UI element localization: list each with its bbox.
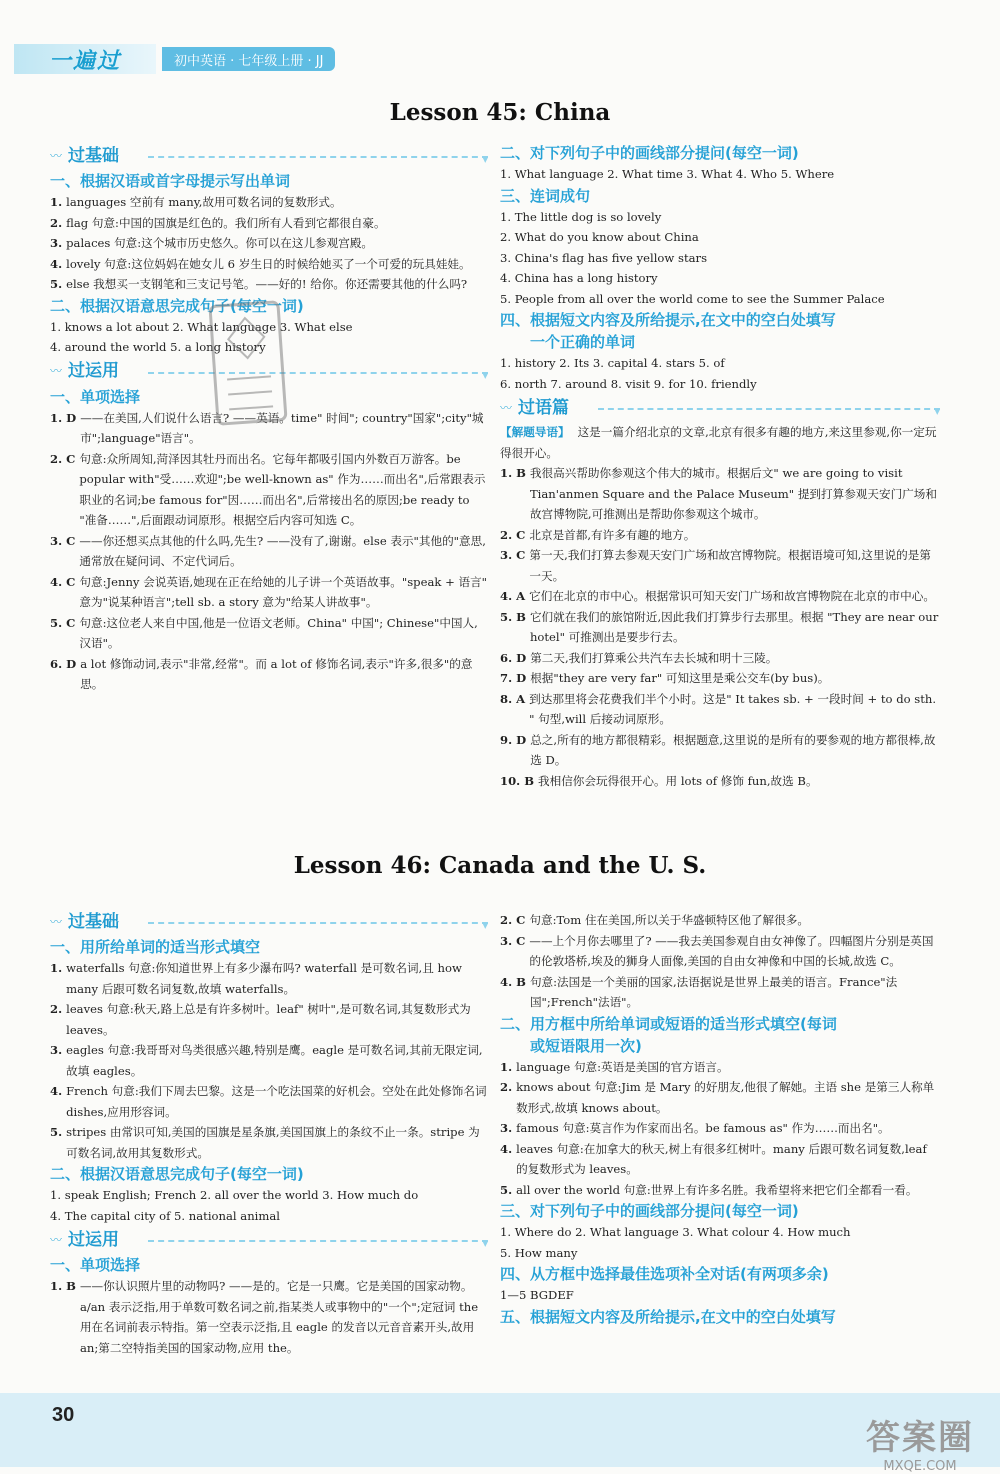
answer-item: 5. C 句意:这位老人来自中国,他是一位语文老师。China" 中国"; Chinese"中国人,汉语"。	[50, 615, 478, 650]
answer-line: 4. around the world 5. a long history	[50, 340, 266, 354]
answer-item: 3. C 第一天,我们打算去参观天安门广场和故宫博物院。根据语境可知,这里说的是第一天。	[500, 548, 931, 583]
part-heading: 二、用方框中所给单词或短语的适当形式填空(每词	[500, 1014, 837, 1033]
chevron-down-icon: ▾	[482, 368, 488, 382]
part-heading: 三、对下列句子中的画线部分提问(每空一词)	[500, 1202, 799, 1220]
lesson45-right-column	[500, 142, 940, 791]
watermark	[866, 1410, 974, 1474]
section-passage	[500, 394, 940, 422]
section-title: 过运用	[68, 1229, 120, 1250]
lesson45-title: Lesson 45: China	[389, 99, 611, 126]
answer-item: 1. waterfalls 句意:你知道世界上有多少瀑布吗? waterfall 是可数名词,且 how many 后跟可数名词复数,故填 waterfalls。	[50, 961, 462, 996]
answer-line: 1. speak English; French 2. all over the world 3. How much do	[50, 1188, 419, 1202]
section-title: 过运用	[68, 361, 120, 382]
part-heading: 四、根据短文内容及所给提示,在文中的空白处填写	[500, 311, 836, 329]
section-title: 过基础	[68, 911, 120, 932]
part-heading: 二、对下列句子中的画线部分提问(每空一词)	[500, 144, 799, 162]
answer-line: 1—5 BGDEF	[500, 1288, 574, 1302]
part-heading: 一、用所给单词的适当形式填空	[50, 938, 261, 956]
part-heading: 一、根据汉语或首字母提示写出单词	[50, 172, 291, 190]
part-heading: 二、根据汉语意思完成句子(每空一词)	[50, 1165, 304, 1183]
answer-item: 4. C 句意:Jenny 会说英语,她现在正在给她的儿子讲一个英语故事。"speak + 语言" 意为"说某种语言";tell sb. a story 意为"给某人讲故事"。	[50, 574, 488, 609]
guide-paragraph	[500, 422, 940, 463]
part-heading: 一、单项选择	[50, 387, 141, 406]
answer-line: 1. What language 2. What time 3. What 4. Who 5. Where	[500, 167, 835, 181]
answer-item: 5. stripes 由常识可知,美国的国旗是星条旗,美国国旗上的条纹不止一条。stripe 为可数名词,故用其复数形式。	[50, 1125, 480, 1160]
answer-item: 6. D 第二天,我们打算乘公共汽车去长城和明十三陵。	[500, 650, 778, 665]
answer-item: 4. leaves 句意:在加拿大的秋天,树上有很多红树叶。many 后跟可数名词复数,leaf 的复数形式为 leaves。	[500, 1141, 927, 1176]
answer-item: 3. palaces 句意:这个城市历史悠久。你可以在这儿参观宫殿。	[50, 236, 374, 250]
answer-item: 5. all over the world 句意:世界上有许多名胜。我希望将来把它们全都看一看。	[500, 1182, 918, 1197]
answer-item: 3. eagles 句意:我哥哥对鸟类很感兴趣,特别是鹰。eagle 是可数名词,其前无限定词,故填 eagles。	[50, 1043, 483, 1078]
answer-line: 5. How many	[500, 1245, 578, 1260]
answer-line: 1. Where do 2. What language 3. What colour 4. How much	[500, 1225, 851, 1239]
answer-item: 4. A 它们在北京的市中心。根据常识可知天安门广场和故宫博物院在北京的市中心。	[500, 589, 935, 603]
answer-item: 3. famous 句意:莫言作为作家而出名。be famous as" 作为……而出名"。	[500, 1121, 890, 1135]
answer-item: 4. B 句意:法国是一个美丽的国家,法语据说是世界上最美的语言。France"法国";French"法语"。	[500, 974, 898, 1009]
wave-icon: 〰	[50, 914, 63, 929]
part-heading-cont: 或短语限用一次)	[530, 1036, 642, 1055]
chevron-down-icon: ▾	[482, 1237, 488, 1250]
part-heading: 四、从方框中选择最佳选项补全对话(有两项多余)	[500, 1265, 829, 1283]
answer-item: 4. French 句意:我们下周去巴黎。这是一个吃法国菜的好机会。空处在此处修饰名词 dishes,应用形容词。	[50, 1084, 487, 1119]
section-apply	[50, 1226, 488, 1254]
answer-item: 2. C 北京是首都,有许多有趣的地方。	[500, 527, 696, 542]
part-heading-cont: 一个正确的单词	[530, 333, 636, 351]
answer-line: 1. The little dog is so lovely	[500, 209, 662, 224]
answer-item: 2. C 句意:众所周知,菏泽因其牡丹而出名。它每年都吸引国内外数百万游客。be popular with"受……欢迎";be well-known as" 作为……而出名",后常跟表示职业的名词;be famous for"因……而出名",后常接出名的原因;be ready to "准备……",后面跟动词原形。根据空后内容可知选 C。	[50, 451, 486, 527]
lesson46-right-column	[500, 910, 940, 1328]
answer-item: 7. D 根据"they are very far" 可知这里是乘公交车(by bus)。	[500, 671, 830, 685]
answer-item: 1. language 句意:英语是美国的官方语言。	[500, 1059, 729, 1074]
wave-icon: 〰	[50, 148, 63, 163]
page-number: 30	[52, 1404, 75, 1426]
answer-item: 2. leaves 句意:秋天,路上总是有许多树叶。leaf" 树叶",是可数名词,其复数形式为 leaves。	[50, 1002, 471, 1037]
section-basics	[50, 908, 488, 936]
answer-item: 10. B 我相信你会玩得很开心。用 lots of 修饰 fun,故选 B。	[500, 773, 818, 788]
lesson46-title: Lesson 46: Canada and the U. S.	[293, 852, 707, 879]
answer-item: 9. D 总之,所有的地方都很精彩。根据题意,这里说的是所有的要参观的地方都很棒,故选 D。	[500, 732, 936, 767]
answer-line: 5. People from all over the world come to see the Summer Palace	[500, 291, 885, 306]
answer-item: 1. B 我很高兴帮助你参观这个伟大的城市。根据后文" we are going to visit Tian'anmen Square and the Palace Museum" 提到打算参观天安门广场和故宫博物院,可推测出是帮助你参观这个城市。	[500, 466, 937, 521]
footer-bar	[0, 1393, 1000, 1467]
part-heading: 五、根据短文内容及所给提示,在文中的空白处填写	[500, 1307, 836, 1326]
section-title: 过语篇	[518, 397, 570, 418]
guide-text: 这是一篇介绍北京的文章,北京有很多有趣的地方,来这里参观,你一定玩得很开心。	[500, 425, 937, 460]
part-heading: 一、单项选择	[50, 1256, 141, 1274]
answer-line: 3. China's flag has five yellow stars	[500, 250, 708, 265]
answer-item: 5. else 我想买一支钢笔和三支记号笔。——好的! 给你。你还需要其他的什么吗?	[50, 277, 468, 291]
wave-icon: 〰	[50, 364, 63, 379]
answer-item: 6. D a lot 修饰动词,表示"非常,经常"。而 a lot of 修饰名词,表示"许多,很多"的意思。	[50, 656, 473, 691]
answer-item: 1. D ——在美国,人们说什么语言? ——英语。time" 时间"; country"国家";city"城市";language"语言"。	[50, 410, 484, 445]
answer-item: 4. lovely 句意:这位妈妈在她女儿 6 岁生日的时候给她买了一个可爱的玩具娃娃。	[50, 256, 471, 271]
answer-item: 1. B ——你认识照片里的动物吗? ——是的。它是一只鹰。它是美国的国家动物。a/an 表示泛指,用于单数可数名词之前,指某类人或事物中的"一个";定冠词 the 用在名词前表示特指。第一空表示泛指,且 eagle 的发音以元音音素开头,故用 an;第二空特指美国的国家动物,应用 the。	[50, 1279, 479, 1355]
answer-line: 6. north 7. around 8. visit 9. for 10. friendly	[500, 376, 757, 391]
part-heading: 二、根据汉语意思完成句子(每空一词)	[50, 296, 304, 315]
answer-item: 3. C ——上个月你去哪里了? ——我去美国参观自由女神像了。四幅图片分别是英国的伦敦塔桥,埃及的狮身人面像,美国的自由女神像和中国的长城,故选 C。	[500, 933, 934, 968]
answer-line: 1. knows a lot about 2. What language 3. What else	[50, 319, 353, 334]
chevron-down-icon: ▾	[482, 153, 488, 166]
answer-item: 8. A 到达那里将会花费我们半个小时。这是" It takes sb. + 一段时间 + to do sth. " 句型,will 后接动词原形。	[500, 691, 937, 726]
page-header	[14, 44, 335, 74]
answer-line: 2. What do you know about China	[500, 230, 699, 244]
answer-line: 4. The capital city of 5. national animal	[50, 1208, 280, 1223]
guide-tag: 【解题导语】	[500, 425, 570, 439]
answer-line: 4. China has a long history	[500, 271, 658, 285]
section-title: 过基础	[68, 145, 120, 166]
part-heading: 三、连词成句	[500, 186, 591, 205]
wave-icon: 〰	[50, 1232, 63, 1247]
answer-item: 2. flag 句意:中国的国旗是红色的。我们所有人看到它都很自豪。	[50, 215, 386, 230]
answer-item: 3. C ——你还想买点其他的什么吗,先生? ——没有了,谢谢。else 表示"其他的"意思,通常放在疑问词、不定代词后。	[50, 533, 486, 568]
answer-item: 2. knows about 句意:Jim 是 Mary 的好朋友,他很了解她。主语 she 是第三人称单数形式,故填 knows about。	[500, 1080, 935, 1115]
answer-item: 5. B 它们就在我们的旅馆附近,因此我们打算步行去那里。根据 "They are near our hotel" 可推测出是要步行去。	[500, 609, 939, 644]
chevron-down-icon: ▾	[934, 405, 940, 418]
brand-logo: 一遍过	[14, 44, 156, 74]
wave-icon: 〰	[500, 400, 513, 415]
watermark-logo: 答案圈	[866, 1418, 974, 1458]
homework-stamp-icon	[204, 295, 293, 430]
answer-item: 1. languages 空前有 many,故用可数名词的复数形式。	[50, 195, 342, 209]
watermark-url: MXQE.COM	[883, 1459, 957, 1474]
lesson46-left-column	[50, 908, 488, 1358]
chevron-down-icon: ▾	[482, 919, 488, 932]
answer-item: 2. C 句意:Tom 住在美国,所以关于华盛顿特区他了解很多。	[500, 913, 809, 927]
section-basics	[50, 142, 488, 170]
series-label: 初中英语 · 七年级上册 · JJ	[162, 47, 335, 71]
answer-line: 1. history 2. Its 3. capital 4. stars 5. of	[500, 356, 725, 370]
